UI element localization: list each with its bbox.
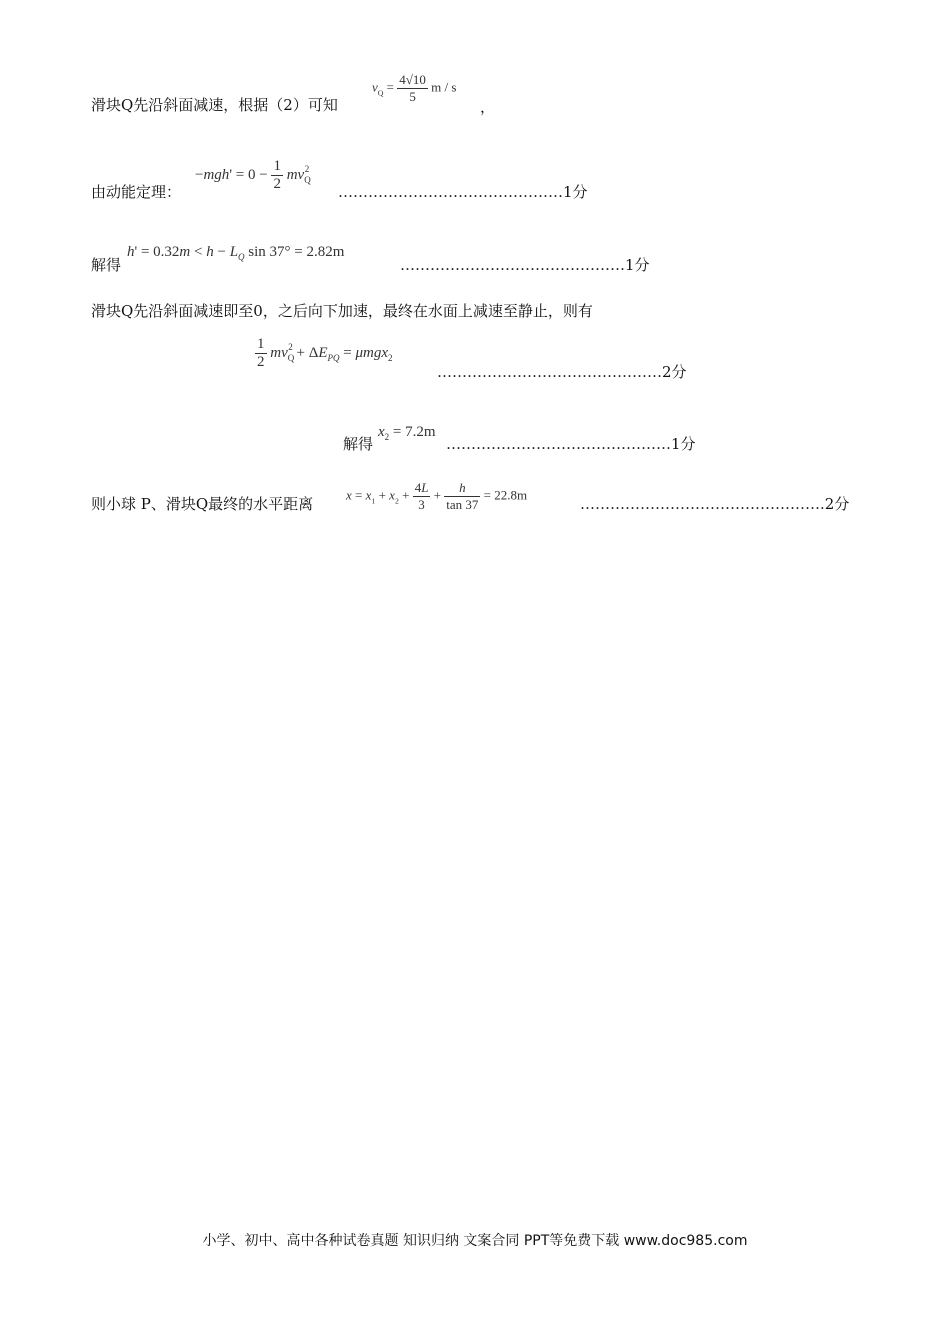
formula-hprime: $h' = 0.32m < h - L_Q$ sin 37° = 2.82m xyxy=(127,244,345,262)
formula-vq: $v_Q$ = $\frac{4√10}{5}$ m / s xyxy=(372,72,457,104)
line-6-dots xyxy=(446,437,696,452)
formula-distance: $x = x_1 + x_2$ + $\frac{4L}{3}$ + $\frac{h}{\tan 37}$ = 22.8m xyxy=(346,480,528,512)
line-1 xyxy=(91,98,338,113)
line-3-dots xyxy=(400,258,650,273)
formula-energy: −mgh' = 0 − $\frac{1}{2}$ $mv_Q^2$ xyxy=(195,158,311,192)
formula-friction: $\frac{1}{2}$ $mv_Q^2 + \Delta E_{PQ} = \mu mgx_2$ xyxy=(257,336,393,370)
dot-leader: ……………………………………… xyxy=(437,363,662,381)
line-2-dots xyxy=(338,185,588,200)
line-3-text: 解得 xyxy=(91,256,122,274)
line-7 xyxy=(91,497,313,512)
score-7: 2分 xyxy=(824,495,850,513)
line-7-text: 则小球 P、滑块Q最终的水平距离 xyxy=(91,495,314,513)
formula-x2: $x_2 = 7.2m$ xyxy=(378,424,436,442)
dot-leader: ……………………………………… xyxy=(338,183,563,201)
line-1-text: 滑块Q先沿斜面减速，根据（2）可知 xyxy=(91,96,338,114)
score-2: 1分 xyxy=(563,183,588,201)
dot-leader: ……………………………………… xyxy=(446,435,671,453)
line-4 xyxy=(91,304,593,319)
score-5: 2分 xyxy=(662,363,687,381)
dot-leader: ……………………………………… xyxy=(400,256,625,274)
line-3 xyxy=(91,258,121,273)
dot-leader: …………………………………………. xyxy=(580,495,825,513)
line-6-text: 解得 xyxy=(343,435,374,453)
footer-text: 小学、初中、高中各种试卷真题 知识归纳 文案合同 PPT等免费下载 www.doc985.com xyxy=(202,1233,748,1249)
line-2 xyxy=(91,185,181,200)
score-6: 1分 xyxy=(671,435,696,453)
line-1-tail: ， xyxy=(480,98,496,116)
line-6 xyxy=(343,437,373,452)
line-7-dots xyxy=(580,497,849,512)
line-4-text: 滑块Q先沿斜面减速即至0，之后向下加速，最终在水面上减速至静止，则有 xyxy=(91,302,593,320)
score-3: 1分 xyxy=(625,256,650,274)
line-2-text: 由动能定理： xyxy=(91,183,182,201)
line-5-dots xyxy=(437,365,687,380)
